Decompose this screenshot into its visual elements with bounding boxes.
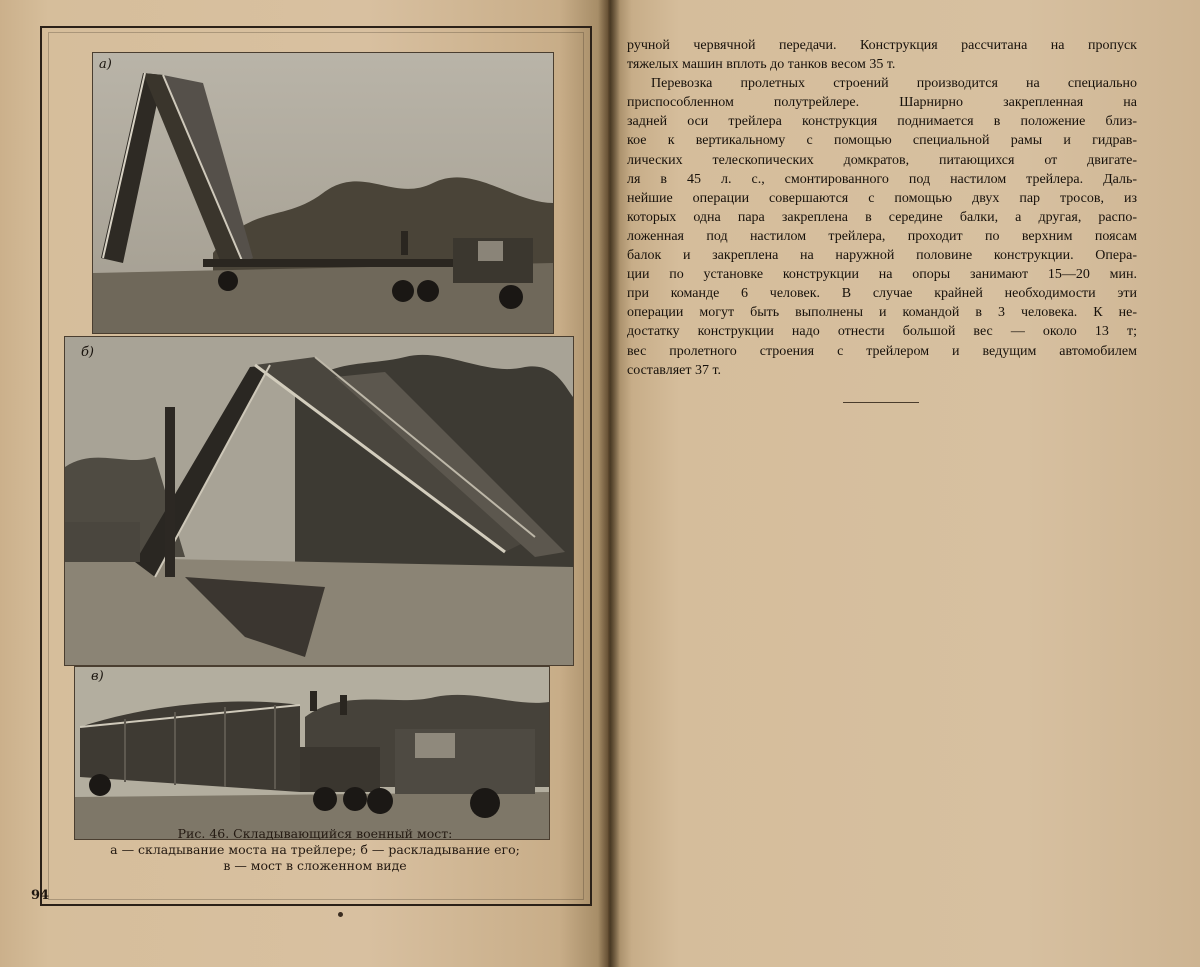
text-line: тяжелых машин вплоть до танков весом 35 т. [627,57,896,73]
text-line: приспособленном полутрейлере. Шарнирно закрепленная на [627,95,1137,111]
figure-caption [60,826,570,874]
text-line: ложенная под настилом трейлера, проходит по верхним поясам [627,228,1137,244]
text-line: составляет 37 т. [627,362,722,378]
text-line: Перевозка пролетных строений производится на специально [651,76,1137,92]
text-line: достатку конструкции надо отнести большой вес — около 13 т; [627,324,1137,340]
photo-v-letter: в) [91,669,104,684]
book-gutter [598,0,620,967]
bridge-unfolding-icon [65,337,573,665]
page-number: 94 [31,888,50,903]
photo-v [74,666,550,840]
text-line: ции по установке конструкции на опоры занимают 15—20 мин. [627,267,1137,283]
text-line: кое к вертикальному с помощью специальной рамы и гидрав- [627,133,1137,149]
page-dot [338,912,343,917]
text-line: нейшие операции совершаются с помощью двух пар тросов, из [627,190,1137,206]
text-line: ручной червячной передачи. Конструкция рассчитана на пропуск [627,38,1137,53]
text-line: вес пролетного строения с трейлером и ведущим автомобилем [627,343,1137,359]
caption-line-3: в — мост в сложенном виде [223,858,407,873]
text-line: которых одна пара закреплена в середине балки, а другая, распо- [627,209,1137,225]
bridge-folded-on-trailer-icon [75,667,549,839]
text-line: балок и закреплена на наружной половине конструкции. Опера- [627,248,1137,264]
caption-line-2: а — складывание моста на трейлере; б — раскладывание его; [110,842,520,857]
text-line: ля в 45 л. с., смонтированного под настилом трейлера. Даль- [627,171,1137,187]
caption-line-1: Рис. 46. Складывающийся военный мост: [177,826,453,841]
text-line: лических телескопических домкратов, питающихся от двигате- [627,152,1137,168]
section-divider [843,402,919,403]
text-line: операции могут быть выполнены и командой в 3 человека. К не- [627,305,1137,321]
photo-a-letter: а) [99,57,112,72]
photo-b-letter: б) [81,345,95,360]
right-page-text [627,36,1137,380]
truck-trailer-raised-bridge-icon [93,53,553,333]
photo-a [92,52,554,334]
text-line: при команде 6 человек. В случае крайней необходимости эти [627,286,1137,302]
photo-b [64,336,574,666]
text-line: задней оси трейлера конструкция поднимается в положение близ- [627,114,1137,130]
